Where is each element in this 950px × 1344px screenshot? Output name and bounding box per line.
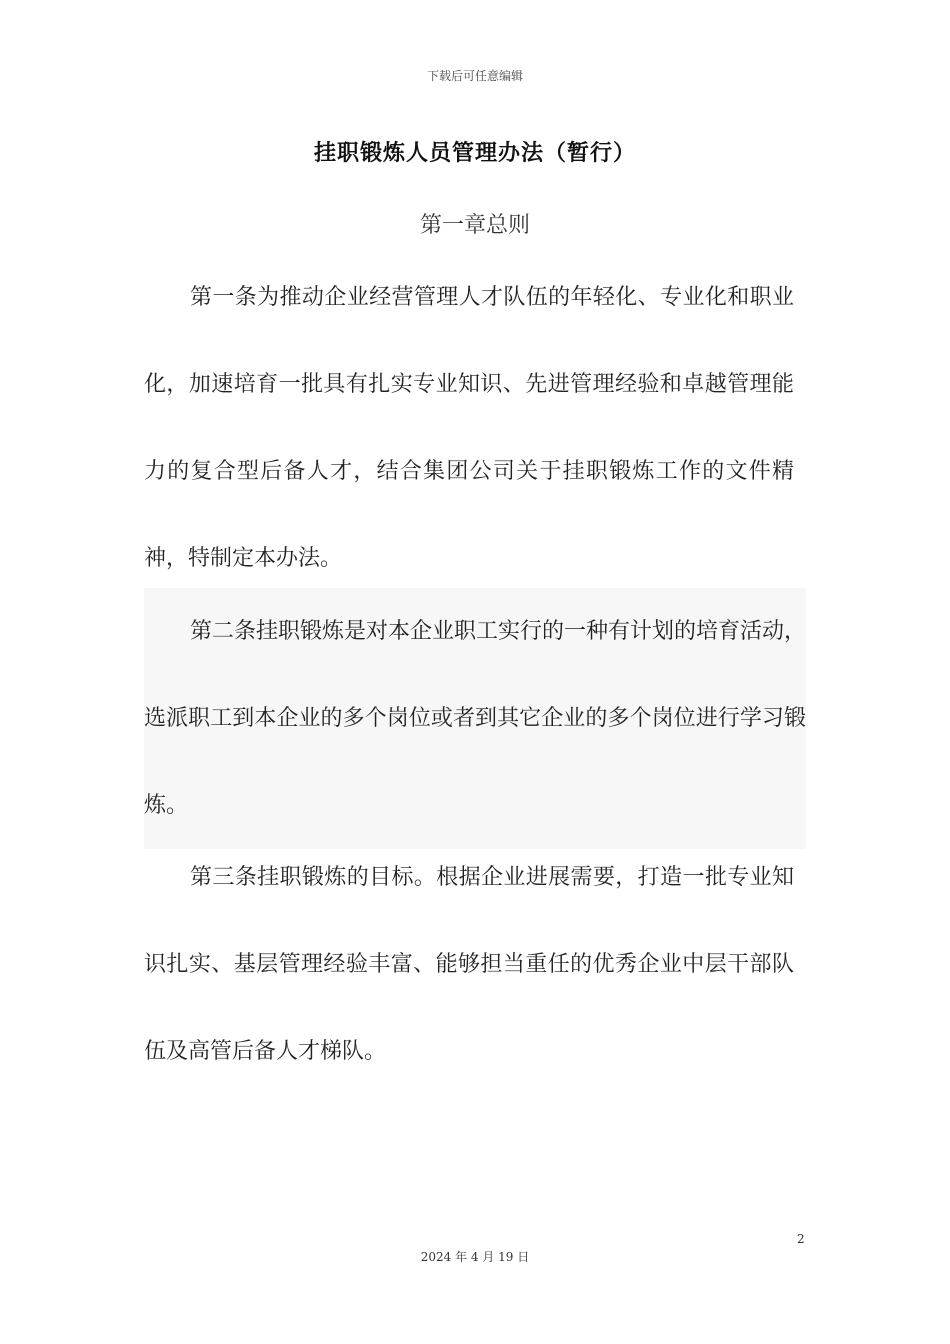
article-3-paragraph: 第三条挂职锻炼的目标。根据企业进展需要，打造一批专业知识扎实、基层管理经验丰富、能够担当重任的优秀企业中层干部队伍及高管后备人才梯队。	[144, 865, 794, 1064]
article-2-paragraph: 第二条挂职锻炼是对本企业职工实行的一种有计划的培育活动，选派职工到本企业的多个岗位或者到其它企业的多个岗位进行学习锻炼。	[144, 588, 806, 849]
article-1-paragraph: 第一条为推动企业经营管理人才队伍的年轻化、专业化和职业化，加速培育一批具有扎实专业知识、先进管理经验和卓越管理能力的复合型后备人才，结合集团公司关于挂职锻炼工作的文件精神，特制定本办法。	[144, 285, 794, 571]
footer-date: 2024 年 4 月 19 日	[420, 1250, 530, 1264]
page-number: 2	[797, 1232, 805, 1246]
document-title: 挂职锻炼人员管理办法（暂行）	[313, 141, 636, 166]
header-note: 下载后可任意编辑	[426, 69, 523, 83]
chapter-title: 第一章总则	[419, 213, 530, 238]
